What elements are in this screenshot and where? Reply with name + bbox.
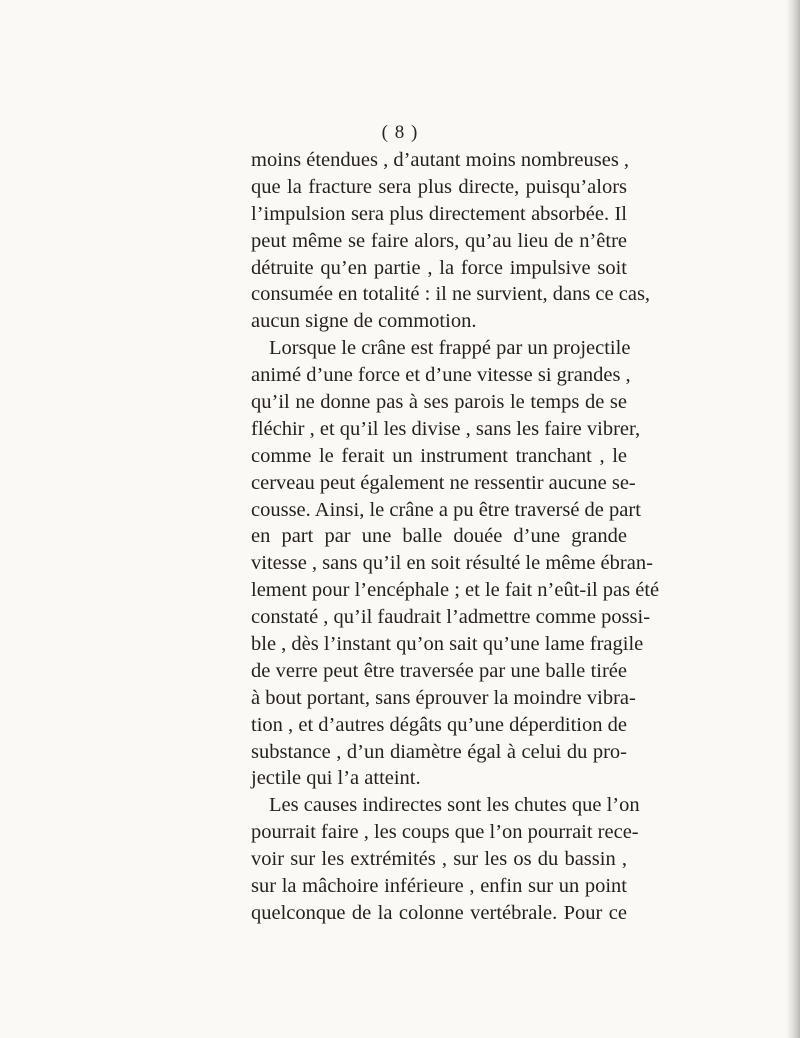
paragraph-start-line: Les causes indirectes sont les chutes que l’on bbox=[269, 794, 640, 817]
text-line: constaté , qu’il faudrait l’admettre comme possi- bbox=[251, 606, 651, 629]
text-line: peut même se faire alors, qu’au lieu de n’être bbox=[251, 229, 627, 252]
text-line: substance , d’un diamètre égal à celui du pro- bbox=[251, 740, 627, 763]
text-line: ble , dès l’instant qu’on sait qu’une lame fragile bbox=[251, 633, 644, 656]
text-line: qu’il ne donne pas à ses parois le temps de se bbox=[251, 391, 627, 414]
text-line: voir sur les extrémités , sur les os du bassin , bbox=[251, 848, 627, 871]
text-line: moins étendues , d’autant moins nombreuses , bbox=[251, 149, 630, 171]
text-line: animé d’une force et d’une vitesse si grandes , bbox=[251, 364, 631, 387]
text-line: comme le ferait un instrument tranchant , le bbox=[251, 444, 627, 467]
paragraph-end-line: jectile qui l’a atteint. bbox=[251, 767, 421, 790]
text-line: tion , et d’autres dégâts qu’une déperdition de bbox=[251, 713, 627, 736]
text-line: fléchir , et qu’il les divise , sans les faire vibrer, bbox=[251, 417, 641, 440]
text-line: l’impulsion sera plus directement absorbée. Il bbox=[251, 202, 627, 225]
page-edge-shadow bbox=[786, 0, 800, 1038]
text-line: vitesse , sans qu’il en soit résulté le même ébran- bbox=[251, 552, 653, 575]
page-number: ( 8 ) bbox=[381, 122, 419, 143]
text-line: pourrait faire , les coups que l’on pourrait rece- bbox=[251, 821, 639, 844]
paragraph-end-line: aucun signe de commotion. bbox=[251, 310, 477, 333]
text-line: lement pour l’encéphale ; et le fait n’eût-il pas été bbox=[251, 579, 660, 602]
text-line: sur la mâchoire inférieure , enfin sur un point bbox=[251, 875, 627, 898]
text-line: consumée en totalité : il ne survient, dans ce cas, bbox=[251, 283, 651, 306]
text-line: détruite qu’en partie , la force impulsive soit bbox=[251, 256, 627, 279]
paragraph-start-line: Lorsque le crâne est frappé par un projectile bbox=[269, 337, 631, 360]
text-line: de verre peut être traversée par une balle tirée bbox=[251, 659, 627, 682]
body-text bbox=[251, 147, 660, 927]
text-line: à bout portant, sans éprouver la moindre vibra- bbox=[251, 686, 636, 709]
text-line: que la fracture sera plus directe, puisqu’alors bbox=[251, 175, 627, 198]
text-line: cousse. Ainsi, le crâne a pu être traversé de part bbox=[251, 498, 641, 521]
text-line: quelconque de la colonne vertébrale. Pour ce bbox=[251, 901, 627, 924]
text-line: cerveau peut également ne ressentir aucune se- bbox=[251, 471, 636, 494]
text-line: en part par une balle douée d’une grande bbox=[251, 525, 627, 548]
